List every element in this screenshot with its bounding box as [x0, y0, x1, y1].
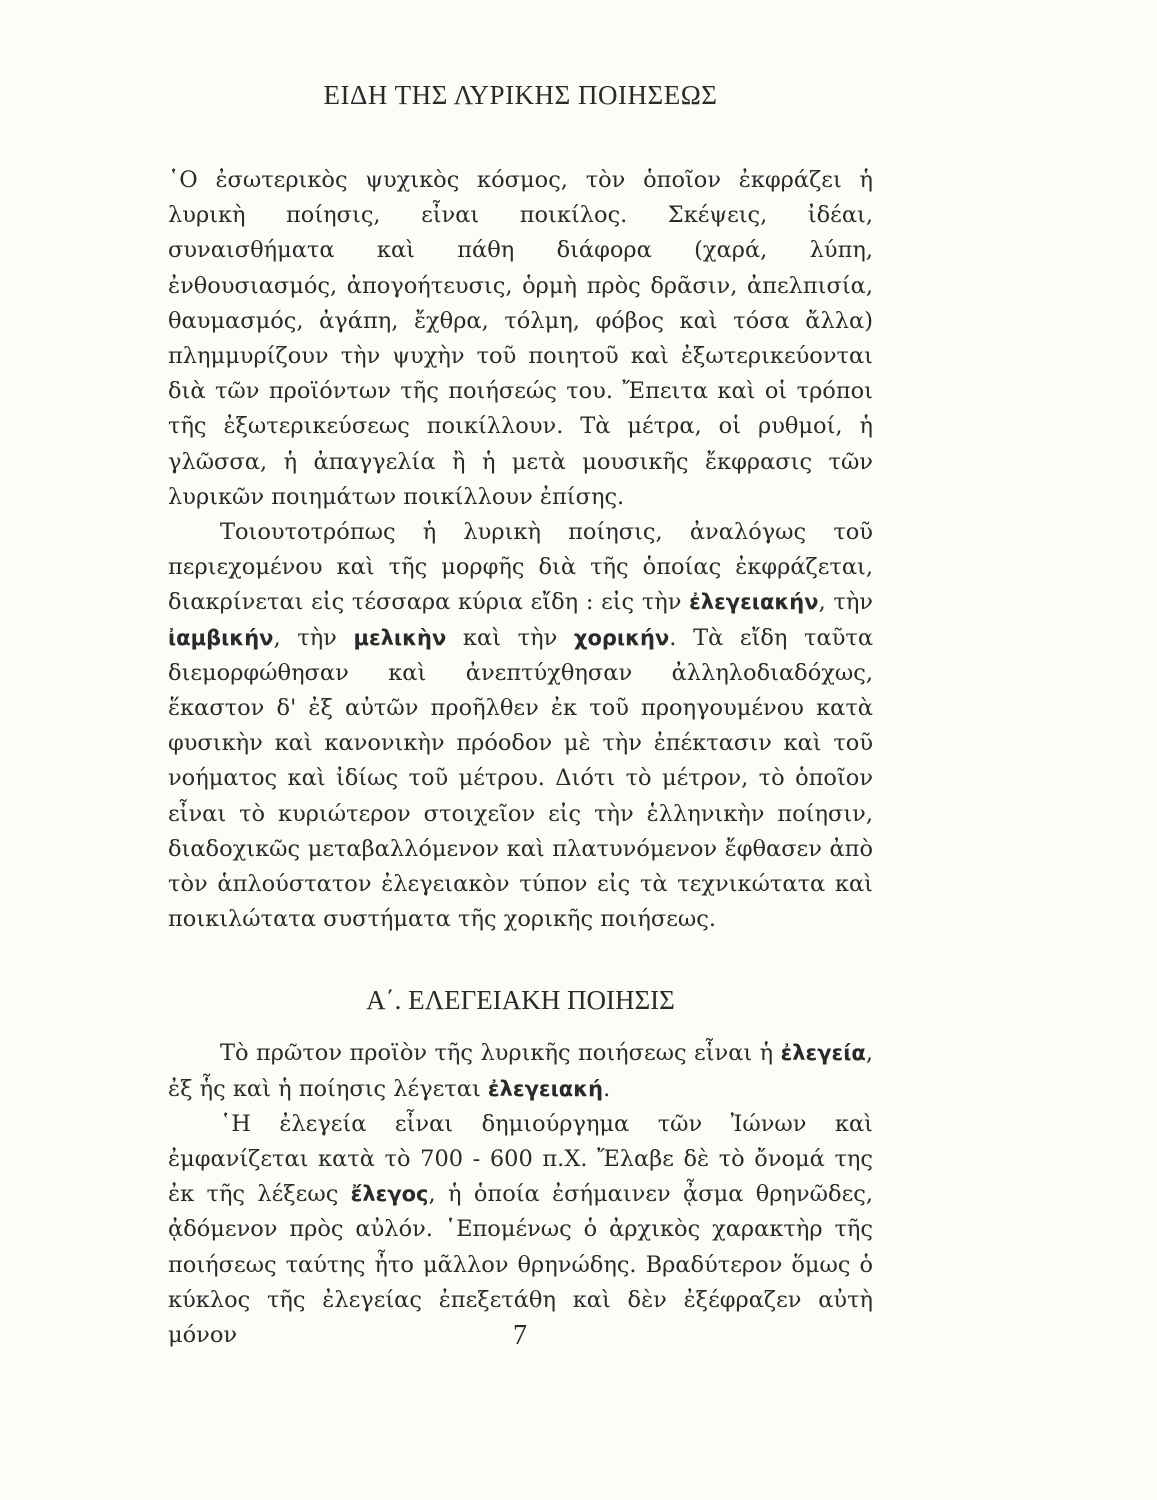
- text: , τὴν: [818, 589, 873, 616]
- text: . Τὰ εἴδη ταῦτα διεμορφώθησαν καὶ ἀνεπτύχθησαν ἀλληλοδιαδόχως, ἕκαστον δ' ἐξ αὐτῶν προῆλθεν ἐκ τοῦ προηγουμένου κατὰ φυσικὴν καὶ κανονικὴν πρόοδον μὲ τὴν ἐπέκτασιν καὶ τοῦ νοήματος καὶ ἰδίως τοῦ μέτρου. Διότι τὸ μέτρον, τὸ ὁποῖον εἶναι τὸ κυριώτερον στοιχεῖον εἰς τὴν ἑλληνικὴν ποίησιν, διαδοχικῶς μεταβαλλόμενον καὶ πλατυνόμενον ἔφθασεν ἀπὸ τὸν ἁπλούστατον ἐλεγειακὸν τύπον εἰς τὰ τεχνικώτατα καὶ ποικιλώτατα συστήματα τῆς χορικῆς ποιήσεως.: [168, 624, 874, 933]
- text: , ἐξ ἧς καὶ ἡ ποίησις λέγεται: [168, 1040, 873, 1102]
- term-elegeiaki-2: ἐλεγειακή: [487, 1076, 604, 1101]
- term-iamviki: ἰαμβικήν: [168, 625, 274, 650]
- term-elegeia: ἐλεγεία: [780, 1041, 866, 1066]
- paragraph-1: ῾Ο ἐσωτερικὸς ψυχικὸς κόσμος, τὸν ὁποῖον ἐκφράζει ἡ λυρικὴ ποίησις, εἶναι ποικίλος. Σκέψεις, ἰδέαι, συναισθήματα καὶ πάθη διάφορα (χαρά, λύπη, ἐνθουσιασμός, ἀπογοήτευσις, ὁρμὴ πρὸς δρᾶσιν, ἀπελπισία, θαυμασμός, ἀγάπη, ἔχθρα, τόλμη, φόβος καὶ τόσα ἄλλα) πλημμυρίζουν τὴν ψυχὴν τοῦ ποιητοῦ καὶ ἐξωτερικεύονται διὰ τῶν προϊόντων τῆς ποιήσεώς του. Ἔπειτα καὶ οἱ τρόποι τῆς ἐξωτερικεύσεως ποικίλλουν. Τὰ μέτρα, οἱ ρυθμοί, ἡ γλῶσσα, ἡ ἀπαγγελία ἢ ἡ μετὰ μουσικῆς ἔκφρασις τῶν λυρικῶν ποιημάτων ποικίλλουν ἐπίσης.: [168, 167, 873, 510]
- term-elegos: ἔλεγος: [350, 1182, 429, 1207]
- text: Τὸ πρῶτον προϊὸν τῆς λυρικῆς ποιήσεως εἶναι ἡ: [220, 1040, 781, 1067]
- text: καὶ τὴν: [446, 624, 574, 651]
- text: , ἡ ὁποία ἐσήμαινεν ᾆσμα θρηνῶδες, ᾀδόμενον πρὸς αὐλόν. ῾Επομένως ὁ ἀρχικὸς χαρακτὴρ τῆς ποιήσεως ταύτης ἦτο μᾶλλον θρηνώδης. Βραδύτερον ὅμως ὁ κύκλος τῆς ἐλεγείας ἐπεξετάθη καὶ δὲν ἐξέφραζεν αὐτὴ μόνον: [168, 1181, 873, 1349]
- term-elegeiaki: ἐλεγειακήν: [689, 590, 819, 615]
- page-number: 7: [513, 1320, 527, 1351]
- text: ῾Η ἐλεγεία εἶναι δημιούργημα τῶν Ἰώνων καὶ ἐμφανίζεται κατὰ τὸ 700 - 600 π.Χ. Ἔλαβε δὲ τὸ ὄνομά της ἐκ τῆς λέξεως: [168, 1110, 873, 1208]
- page-title: ΕΙΔΗ ΤΗΣ ΛΥΡΙΚΗΣ ΠΟΙΗΣΕΩΣ: [323, 80, 718, 110]
- term-choriki: χορικήν: [573, 625, 670, 650]
- term-meliki: μελικὴν: [353, 625, 447, 650]
- page-body: [168, 80, 873, 1353]
- text: , τὴν: [273, 624, 354, 651]
- text: .: [603, 1075, 611, 1102]
- paragraph-2: [168, 515, 873, 937]
- paragraph-4: [168, 1107, 873, 1353]
- text: Τοιουτοτρόπως ἡ λυρικὴ ποίησις, ἀναλόγως τοῦ περιεχομένου καὶ τῆς μορφῆς διὰ τῆς ὁποίας ἐκφράζεται, διακρίνεται εἰς τέσσαρα κύρια εἴδη : εἰς τὴν: [168, 519, 873, 616]
- section-title: Α΄. ΕΛΕΓΕΙΑΚΗ ΠΟΙΗΣΙΣ: [366, 985, 675, 1016]
- paragraph-3: [168, 1036, 873, 1106]
